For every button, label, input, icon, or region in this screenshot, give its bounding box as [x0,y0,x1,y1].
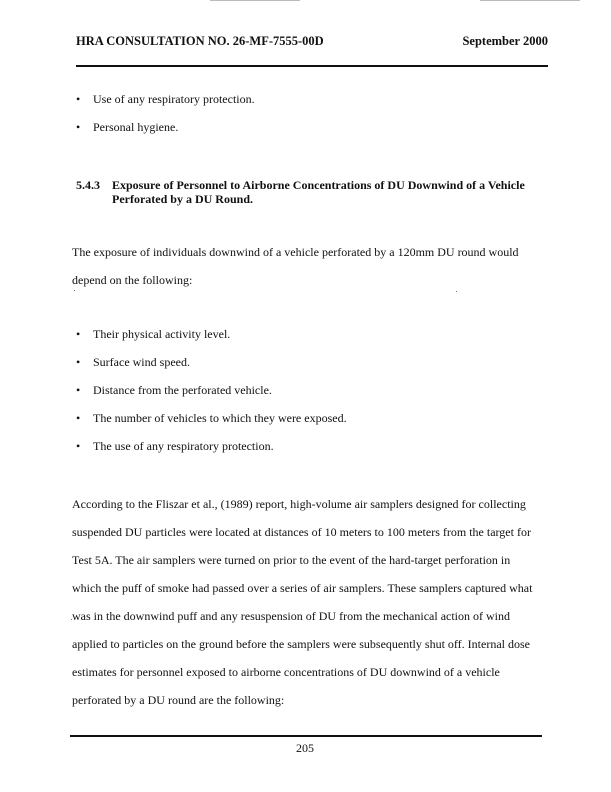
section-title-line: Perforated by a DU Round. [112,192,253,206]
bullet-icon: • [76,327,81,341]
paragraph-line: Test 5A. The air samplers were turned on prior to the event of the hard-target perforation in [72,553,511,567]
list-item [76,355,190,370]
paragraph-line: perforated by a DU round are the following: [72,693,285,707]
paragraph-line: The exposure of individuals downwind of a vehicle perforated by a 120mm DU round would [72,245,519,259]
list-item [76,327,230,342]
paragraph-line: applied to particles on the ground before the samplers were subsequently shut off. Internal dose [72,637,530,651]
paragraph-line: depend on the following: [72,273,193,287]
scan-artifact [210,0,300,1]
scan-artifact [480,0,580,1]
paragraph-line: According to the Fliszar et al., (1989) report, high-volume air samplers designed for collecting [72,497,526,511]
bullet-icon: • [76,355,81,369]
scan-speck [71,619,72,620]
list-item [76,411,347,426]
footer-rule [70,735,542,737]
bullet-icon: • [76,92,81,106]
list-item-text: Their physical activity level. [93,327,231,341]
paragraph-line: estimates for personnel exposed to airborne concentrations of DU downwind of a vehicle [72,665,500,679]
paragraph-line: which the puff of smoke had passed over a series of air samplers. These samplers captured what [72,581,533,595]
list-item [76,439,274,454]
list-item [76,383,272,398]
list-item [76,120,178,135]
list-item-text: Distance from the perforated vehicle. [93,383,272,397]
bullet-icon: • [76,120,81,134]
page-number: 205 [296,741,314,755]
page-header [76,34,548,49]
section-title [112,178,525,206]
list-item-text: The number of vehicles to which they were exposed. [93,411,347,425]
section-number: 5.4.3 [76,178,100,192]
list-item-text: Use of any respiratory protection. [93,92,255,106]
paragraph-line: was in the downwind puff and any resuspension of DU from the mechanical action of wind [72,609,511,623]
section-heading [76,178,546,206]
bullet-icon: • [76,411,81,425]
list-item-text: Personal hygiene. [93,120,179,134]
document-title: HRA CONSULTATION NO. 26-MF-7555-00D [76,34,324,48]
scan-speck [456,291,457,292]
document-date: September 2000 [462,34,548,48]
bullet-icon: • [76,439,81,453]
header-rule [76,65,548,67]
list-item [76,92,255,107]
list-item-text: The use of any respiratory protection. [93,439,274,453]
bullet-icon: • [76,383,81,397]
paragraph-line: suspended DU particles were located at distances of 10 meters to 100 meters from the target for [72,525,531,539]
section-title-line: Exposure of Personnel to Airborne Concentrations of DU Downwind of a Vehicle [112,178,525,192]
scan-speck [74,290,75,291]
list-item-text: Surface wind speed. [93,355,190,369]
